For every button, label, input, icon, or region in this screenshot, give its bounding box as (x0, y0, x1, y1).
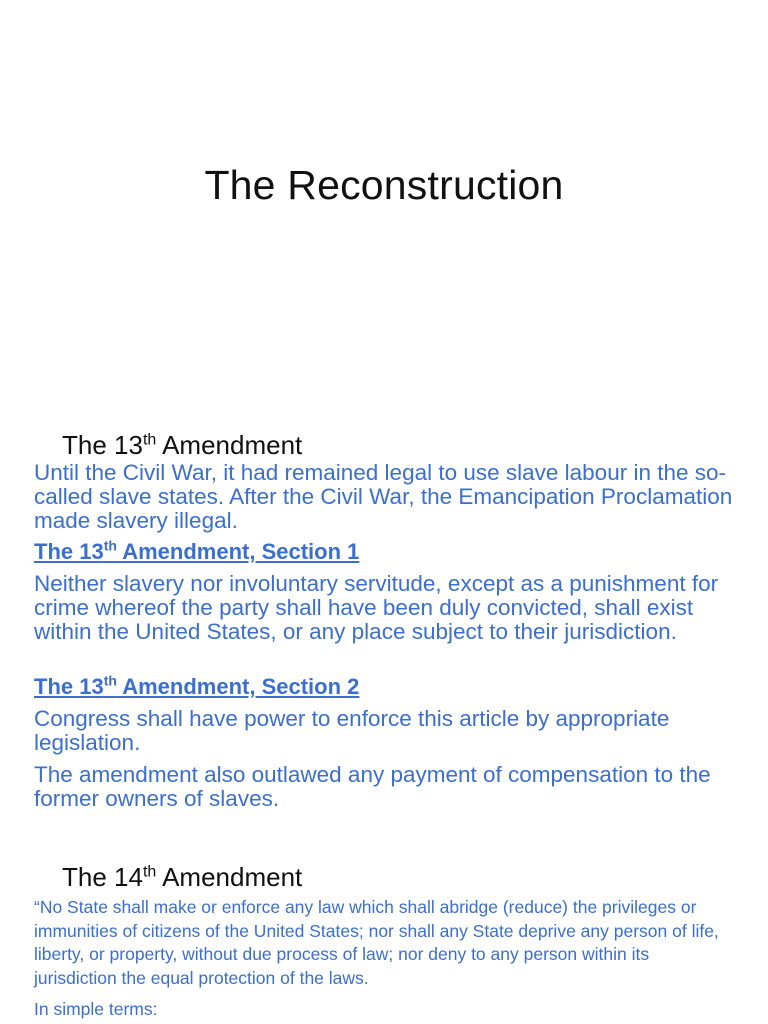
section-2-heading-prefix: The 13 (34, 674, 104, 699)
amendment-13-heading (62, 430, 302, 461)
amendment-14-heading-sup: th (142, 863, 157, 881)
amendment-14-quote: “No State shall make or enforce any law which shall abridge (reduce) the privileges or immunities of citizens of the United States; nor shall any State deprive any person of life, liberty, or property, without due process of law; nor deny to any person within its jurisdiction the equal protection of the laws. (34, 897, 719, 988)
section-2-heading-sup: th (103, 672, 117, 689)
amendment-13-section-1-text: Neither slavery nor involuntary servitude, except as a punishment for crime whereof the party shall have been duly convicted, shall exist within the United States, or any place subject to their jurisdiction. (34, 571, 719, 644)
section-2-heading-suffix: Amendment, Section 2 (116, 674, 360, 699)
amendment-13-intro: Until the Civil War, it had remained legal to use slave labour in the so-called slave states. After the Civil War, the Emancipation Proclamation made slavery illegal. (34, 460, 733, 533)
section-1-heading-sup: th (103, 537, 117, 554)
simple-terms-label: In simple terms: (34, 999, 158, 1019)
page-title: The Reconstruction (204, 162, 564, 208)
amendment-13-section-2-text: Congress shall have power to enforce this article by appropriate legislation. (34, 706, 670, 755)
amendment-13-heading-suffix: Amendment (156, 430, 303, 460)
amendment-13-heading-prefix: The 13 (62, 430, 143, 460)
amendment-13-section-1-heading (34, 539, 734, 565)
amendment-14-heading-suffix: Amendment (156, 862, 303, 892)
amendment-14-heading (62, 862, 302, 893)
amendment-13-note: The amendment also outlawed any payment of compensation to the former owners of slaves. (34, 762, 711, 811)
section-1-heading-prefix: The 13 (34, 539, 104, 564)
amendment-13-section-2-heading (34, 674, 734, 700)
amendment-13-heading-sup: th (142, 431, 157, 449)
section-1-heading-suffix: Amendment, Section 1 (116, 539, 360, 564)
amendment-14-heading-prefix: The 14 (62, 862, 143, 892)
